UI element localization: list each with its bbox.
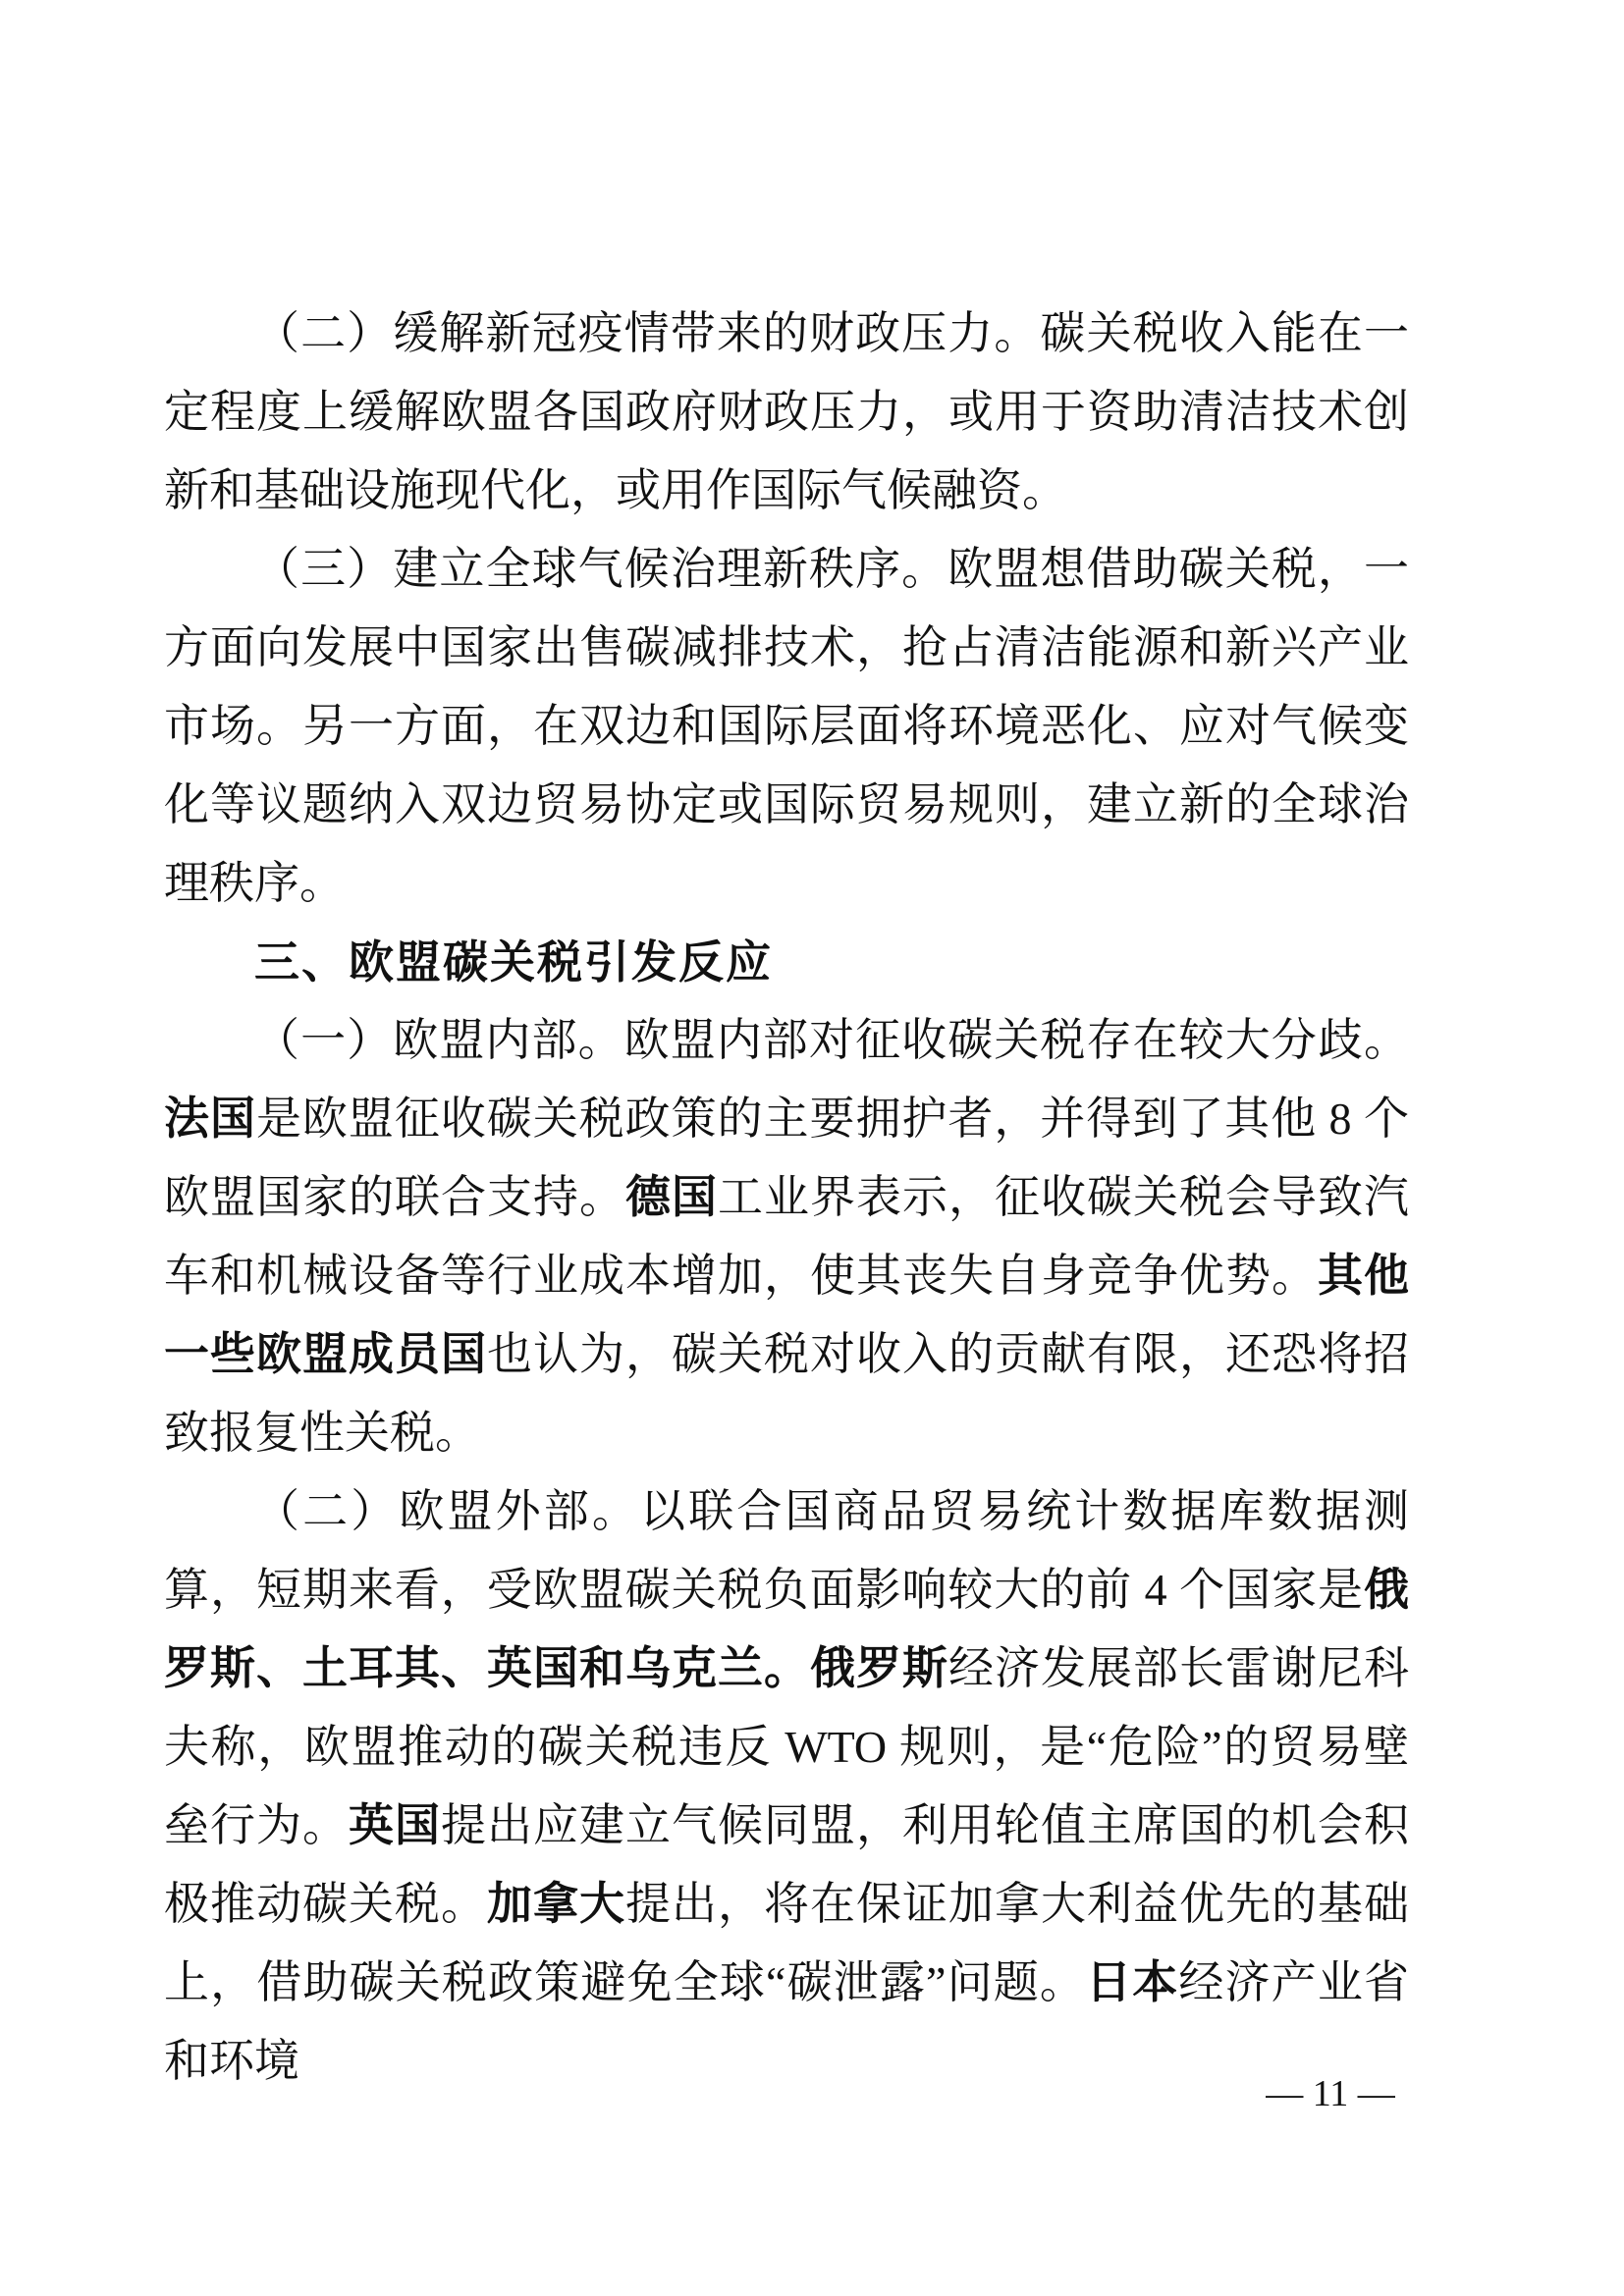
text-run: 是欧盟征收碳关税政策的主要拥护者，并得到了其他 8 个欧盟国家的联合支持。 bbox=[164, 1094, 1410, 1222]
paragraph-fiscal-pressure bbox=[164, 294, 1409, 530]
text-run: 经济产业省和环境 bbox=[164, 1957, 1410, 2086]
paragraph-eu-external bbox=[164, 1472, 1409, 2101]
clause-subheading: （二）缓解新冠疫情带来的财政压力。 bbox=[254, 308, 1041, 358]
section-heading: 三、欧盟碳关税引发反应 bbox=[254, 936, 773, 988]
text-run: 提出，将在保证加拿大利益优先的基础上，借助碳关税政策避免全球“碳泄露”问题。 bbox=[164, 1879, 1409, 2007]
country-name-france: 法国 bbox=[164, 1094, 256, 1144]
clause-subheading: （三）建立全球气候治理新秩序。 bbox=[254, 544, 948, 594]
country-name-germany: 德国 bbox=[625, 1172, 718, 1222]
country-name-uk: 英国 bbox=[349, 1800, 441, 1850]
text-run: 碳关税收入能在一定程度上缓解欧盟各国政府财政压力，或用于资助清洁技术创新和基础设施现代化，或用作国际气候融资。 bbox=[164, 308, 1410, 515]
text-run: 以联合国商品贸易统计数据库数据测算，短期来看，受欧盟碳关税负面影响较大的前 4 个国家是 bbox=[164, 1486, 1410, 1615]
document-body bbox=[164, 294, 1409, 2101]
text-run: 欧盟内部对征收碳关税存在较大分歧。 bbox=[623, 1015, 1410, 1065]
text-run: 也认为，碳关税对收入的贡献有限，还恐将招致报复性关税。 bbox=[164, 1329, 1409, 1458]
text-run: 提出应建立气候同盟，利用轮值主席国的机会积极推动碳关税。 bbox=[164, 1800, 1409, 1929]
page-number-label: — 11 — bbox=[1266, 2073, 1395, 2114]
text-run: 欧盟想借助碳关税，一方面向发展中国家出售碳减排技术，抢占清洁能源和新兴产业市场。另一方面，在双边和国际层面将环境恶化、应对气候变化等议题纳入双边贸易协定或国际贸易规则，建立新的全球治理秩序。 bbox=[164, 544, 1410, 908]
country-name-canada: 加拿大 bbox=[487, 1879, 625, 1929]
clause-subheading: （二）欧盟外部。 bbox=[254, 1486, 641, 1536]
page-number bbox=[1240, 2071, 1421, 2116]
country-name-japan: 日本 bbox=[1086, 1957, 1179, 2007]
affected-countries-emphasis: 俄罗斯、土耳其、英国和乌克兰。俄罗斯 bbox=[164, 1565, 1409, 1693]
text-run: 经济发展部长雷谢尼科夫称，欧盟推动的碳关税违反 WTO 规则，是“危险”的贸易壁垒行为。 bbox=[164, 1643, 1409, 1850]
other-eu-members-emphasis: 其他一些欧盟成员国 bbox=[164, 1251, 1409, 1379]
text-run: 工业界表示，征收碳关税会导致汽车和机械设备等行业成本增加，使其丧失自身竞争优势。 bbox=[164, 1172, 1409, 1301]
paragraph-eu-internal bbox=[164, 1001, 1409, 1472]
paragraph-global-governance bbox=[164, 530, 1409, 923]
clause-subheading: （一）欧盟内部。 bbox=[254, 1015, 624, 1065]
